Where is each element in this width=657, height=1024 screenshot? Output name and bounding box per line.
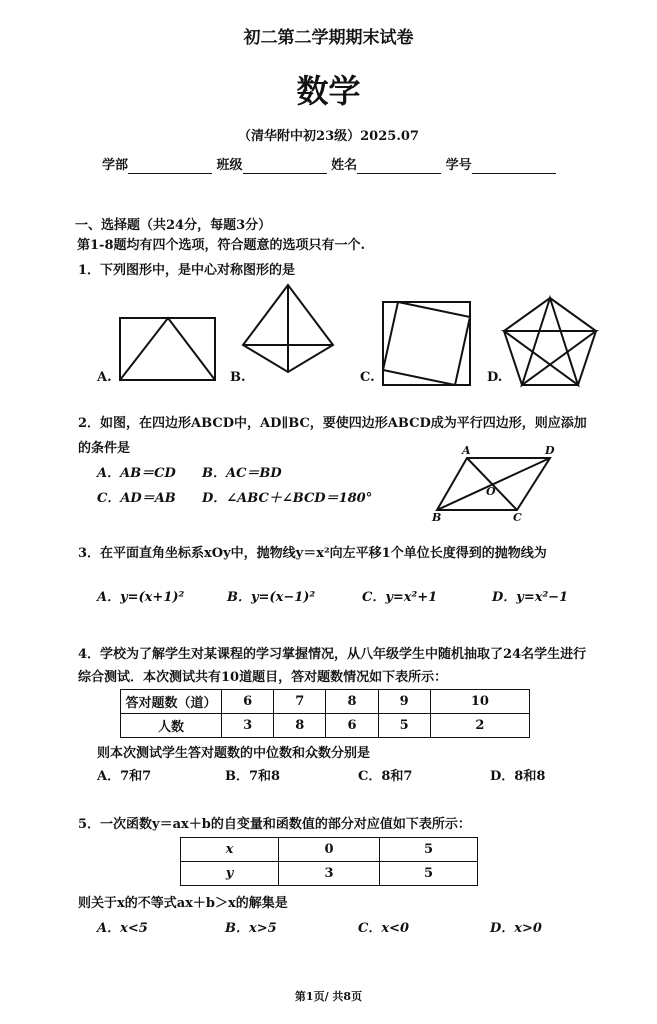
table-cell: 5 (379, 862, 477, 886)
q1-option-c[interactable]: C. (360, 370, 375, 385)
section-instruction: 第1-8题均有四个选项，符合题意的选项只有一个. (77, 238, 366, 253)
figure-c-squares (383, 302, 470, 385)
q4-option-b[interactable]: B．7和8 (225, 769, 281, 784)
table-cell: 10 (430, 690, 529, 714)
field-label-department: 学部 (102, 158, 129, 173)
table-cell: 人数 (121, 714, 222, 738)
q2-option-d[interactable]: D．∠ABC＋∠BCD＝180° (202, 491, 373, 506)
table-cell: 2 (430, 714, 529, 738)
vertex-b-label: B (432, 511, 442, 524)
q4-score-table (120, 689, 530, 738)
point-o-label: O (486, 485, 496, 498)
q5-option-c[interactable]: C．x<0 (358, 921, 410, 936)
q4-option-d[interactable]: D．8和8 (490, 769, 546, 784)
field-label-name: 姓名 (331, 158, 358, 173)
q1-option-b[interactable]: B. (230, 370, 246, 385)
q2-option-a[interactable]: A．AB＝CD (97, 466, 176, 481)
table-cell: 答对题数（道） (121, 690, 222, 714)
table-cell: 9 (378, 690, 430, 714)
q4-stem-line2: 综合测试．本次测试共有10道题目，答对题数情况如下表所示： (78, 670, 448, 685)
field-label-student-id: 学号 (445, 158, 472, 173)
q2-stem-line1: 2．如图，在四边形ABCD中，AD∥BC，要使四边形ABCD成为平行四边形，则应添加 (78, 416, 587, 431)
q1-option-a[interactable]: A. (97, 370, 112, 385)
q3-option-a[interactable]: A．y=(x+1)² (97, 590, 185, 605)
q5-option-d[interactable]: D．x>0 (490, 921, 542, 936)
figure-a-rectangle-triangle (120, 318, 215, 380)
table-cell: 5 (379, 838, 477, 862)
table-row (181, 838, 478, 862)
q5-question: 则关于x的不等式ax＋b＞x的解集是 (78, 896, 288, 911)
exam-title: 初二第二学期期末试卷 (243, 28, 414, 48)
q1-option-d[interactable]: D. (487, 370, 503, 385)
q4-question: 则本次测试学生答对题数的中位数和众数分别是 (97, 746, 371, 761)
q4-option-c[interactable]: C．8和7 (358, 769, 413, 784)
table-cell: 7 (274, 690, 326, 714)
q4-option-a[interactable]: A．7和7 (97, 769, 152, 784)
table-cell: 3 (279, 862, 380, 886)
table-cell: 3 (222, 714, 274, 738)
table-row (121, 690, 530, 714)
table-row (181, 862, 478, 886)
field-label-class: 班级 (216, 158, 243, 173)
figure-d-pentagram (504, 298, 596, 385)
table-cell: 8 (326, 690, 378, 714)
figure-b-kite (243, 285, 333, 372)
q3-option-c[interactable]: C．y=x²+1 (362, 590, 438, 605)
table-cell: 5 (378, 714, 430, 738)
q2-stem-line2: 的条件是 (78, 441, 131, 456)
table-cell: 8 (274, 714, 326, 738)
subject-title: 数学 (296, 72, 361, 110)
q2-option-b[interactable]: B．AC＝BD (202, 466, 282, 481)
exam-subtitle: （清华附中初23级）2025.07 (238, 129, 419, 144)
table-row (121, 714, 530, 738)
page-footer: 第1页/ 共8页 (294, 990, 363, 1003)
vertex-d-label: D (545, 444, 555, 457)
q2-option-c[interactable]: C．AD＝AB (97, 491, 176, 506)
q5-stem: 5．一次函数y＝ax＋b的自变量和函数值的部分对应值如下表所示： (78, 817, 471, 832)
table-cell: x (181, 838, 279, 862)
table-cell: 0 (279, 838, 380, 862)
q3-stem: 3．在平面直角坐标系xOy中，抛物线y＝x²向左平移1个单位长度得到的抛物线为 (78, 546, 547, 561)
q5-value-table (180, 837, 478, 886)
vertex-c-label: C (513, 511, 522, 524)
table-cell: y (181, 862, 279, 886)
q3-option-d[interactable]: D．y=x²−1 (492, 590, 569, 605)
q3-option-b[interactable]: B．y=(x−1)² (227, 590, 316, 605)
q4-stem-line1: 4．学校为了解学生对某课程的学习掌握情况，从八年级学生中随机抽取了24名学生进行 (78, 647, 587, 662)
q5-option-b[interactable]: B．x>5 (225, 921, 277, 936)
q1-stem: 1．下列图形中，是中心对称图形的是 (78, 263, 296, 278)
section-heading: 一、选择题（共24分，每题3分） (75, 218, 272, 233)
vertex-a-label: A (462, 444, 471, 457)
table-cell: 6 (326, 714, 378, 738)
table-cell: 6 (222, 690, 274, 714)
q5-option-a[interactable]: A．x<5 (97, 921, 148, 936)
